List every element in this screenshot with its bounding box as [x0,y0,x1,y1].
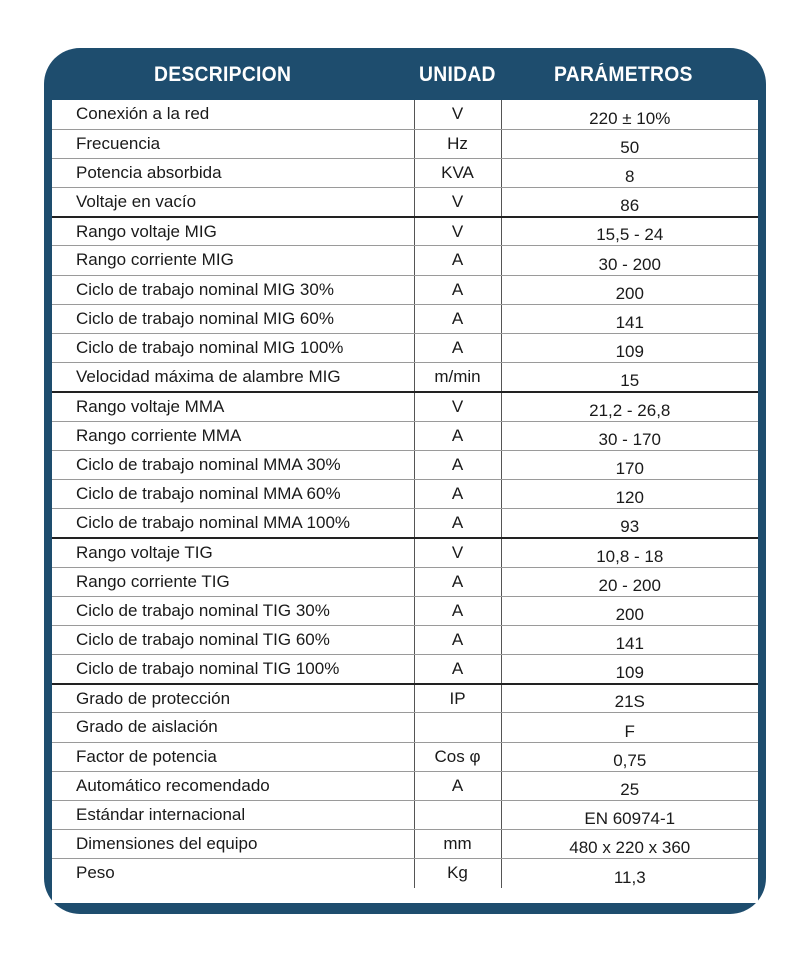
row-unit: V [414,100,501,129]
header-description: DESCRIPCION [154,63,292,86]
row-value: 25 [501,771,758,800]
row-unit: Kg [414,859,501,888]
row-unit: A [414,771,501,800]
row-description: Rango voltaje MIG [52,217,414,246]
row-unit: V [414,538,501,567]
table-row [52,334,758,363]
row-description: Peso [52,859,414,888]
row-value: 11,3 [613,868,646,888]
row-unit: KVA [414,158,501,187]
row-description: Ciclo de trabajo nominal MIG 30% [52,275,414,304]
row-unit: A [414,246,501,275]
table-row [52,100,758,129]
row-description: Ciclo de trabajo nominal MMA 30% [52,450,414,479]
table-row [52,217,758,246]
row-unit: V [414,217,501,246]
row-description: Ciclo de trabajo nominal TIG 100% [52,655,414,684]
table-row [52,538,758,567]
row-description: Ciclo de trabajo nominal MMA 100% [52,509,414,538]
row-description: Velocidad máxima de alambre MIG [52,363,414,392]
row-description: Dimensiones del equipo [52,830,414,859]
row-description: Ciclo de trabajo nominal MMA 60% [52,479,414,508]
table-row [52,304,758,333]
spec-table-body [52,100,758,903]
row-unit: A [414,655,501,684]
row-unit [414,713,501,742]
row-value: 109 [501,655,758,684]
row-description: Ciclo de trabajo nominal MIG 60% [52,304,414,333]
header-unit: UNIDAD [419,63,496,86]
table-row [52,421,758,450]
table-row [52,479,758,508]
table-row [52,275,758,304]
row-value: 21S [501,684,758,713]
spec-table-card [44,48,766,914]
row-unit: A [414,479,501,508]
row-description: Grado de aislación [52,713,414,742]
row-unit: A [414,275,501,304]
table-row [52,771,758,800]
row-value: 20 - 200 [501,567,758,596]
row-value: 0,75 [501,742,758,771]
row-unit: A [414,625,501,654]
row-unit: V [414,188,501,217]
row-description: Rango voltaje TIG [52,538,414,567]
row-description: Ciclo de trabajo nominal TIG 30% [52,596,414,625]
row-description: Automático recomendado [52,771,414,800]
row-value: 170 [501,450,758,479]
row-description: Frecuencia [52,129,414,158]
row-value: 120 [501,479,758,508]
spec-table [52,100,758,888]
row-value: 200 [501,596,758,625]
row-value: 220 ± 10% [501,100,758,129]
row-value: 200 [501,275,758,304]
table-row [52,742,758,771]
row-unit: V [414,392,501,421]
row-value: 109 [501,334,758,363]
table-row [52,129,758,158]
row-description: Grado de protección [52,684,414,713]
row-description: Rango corriente TIG [52,567,414,596]
row-value: 21,2 - 26,8 [501,392,758,421]
table-row [52,859,758,888]
row-value: 141 [501,304,758,333]
table-row [52,246,758,275]
header-parameters: PARÁMETROS [554,63,693,86]
row-unit: A [414,596,501,625]
row-value: 480 x 220 x 360 [501,830,758,859]
row-value: 30 - 170 [501,421,758,450]
table-row [52,684,758,713]
row-value: 93 [501,509,758,538]
table-row [52,655,758,684]
row-unit: A [414,334,501,363]
row-description: Rango corriente MIG [52,246,414,275]
row-unit: A [414,304,501,333]
row-value: EN 60974-1 [501,801,758,830]
row-value: 8 [501,158,758,187]
row-unit: mm [414,830,501,859]
row-unit: Hz [414,129,501,158]
row-description: Conexión a la red [52,100,414,129]
row-unit: IP [414,684,501,713]
row-description: Ciclo de trabajo nominal MIG 100% [52,334,414,363]
table-row [52,158,758,187]
row-description: Potencia absorbida [52,158,414,187]
row-description: Rango corriente MMA [52,421,414,450]
row-unit: A [414,509,501,538]
table-row [52,188,758,217]
table-row [52,392,758,421]
row-description: Factor de potencia [52,742,414,771]
table-row [52,363,758,392]
row-value: 50 [501,129,758,158]
row-unit [414,801,501,830]
row-value: 10,8 - 18 [501,538,758,567]
row-unit: A [414,421,501,450]
table-row [52,509,758,538]
table-row [52,801,758,830]
row-unit: m/min [414,363,501,392]
row-description: Rango voltaje MMA [52,392,414,421]
table-row [52,596,758,625]
row-unit: A [414,450,501,479]
row-description: Estándar internacional [52,801,414,830]
row-unit: Cos φ [414,742,501,771]
table-row [52,830,758,859]
table-row [52,625,758,654]
row-description: Ciclo de trabajo nominal TIG 60% [52,625,414,654]
row-value: 86 [501,188,758,217]
row-value: 141 [501,625,758,654]
row-unit: A [414,567,501,596]
table-header [44,48,766,100]
table-row [52,713,758,742]
row-value: 30 - 200 [501,246,758,275]
row-description: Voltaje en vacío [52,188,414,217]
row-value: 15 [501,363,758,392]
row-value: F [501,713,758,742]
table-row [52,567,758,596]
row-value: 15,5 - 24 [501,217,758,246]
table-row [52,450,758,479]
